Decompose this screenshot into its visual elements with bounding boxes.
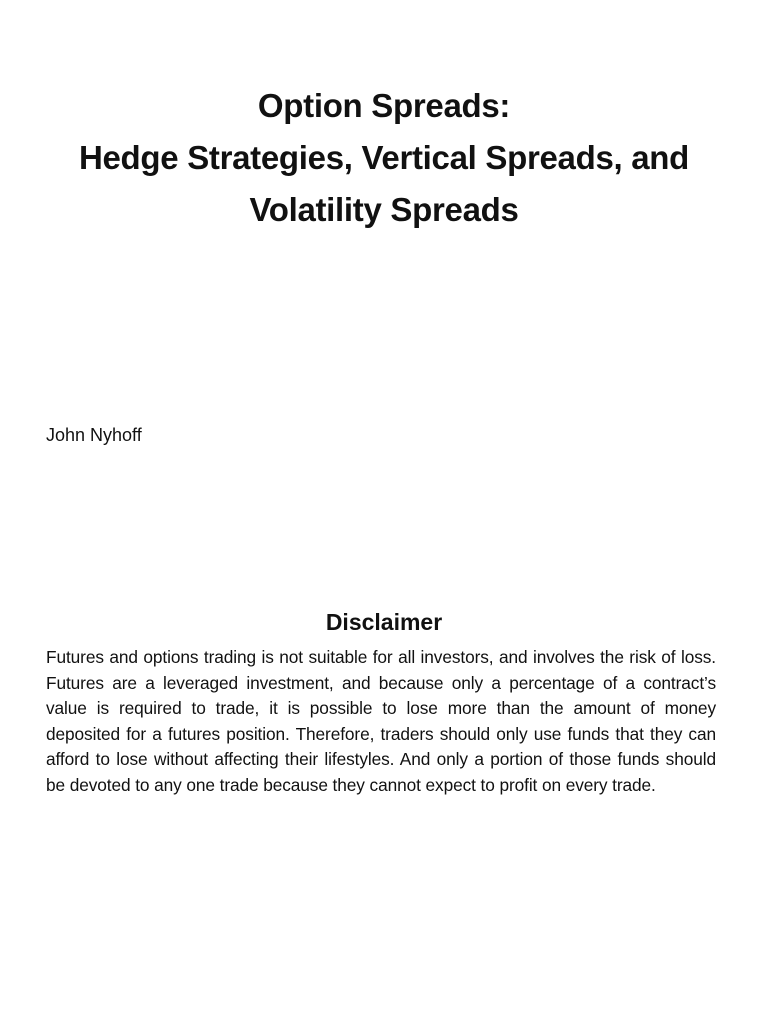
document-title	[0, 80, 768, 236]
disclaimer-text: Futures and options trading is not suitable for all investors, and involves the risk of loss. Futures are a leveraged investment, and because only a percentage of a contract’s value is required to trade, it is possible to lose more than the amount of money deposited for a futures position. Therefore, traders should only use funds that they can afford to lose without affecting their lifestyles. And only a portion of those funds should be devoted to any one trade because they cannot expect to profit on every trade.	[46, 647, 716, 795]
title-line-3: Volatility Spreads	[249, 191, 519, 228]
title-line-2: Hedge Strategies, Vertical Spreads, and	[78, 139, 690, 176]
disclaimer-heading: Disclaimer	[325, 609, 443, 635]
title-line-1: Option Spreads:	[257, 87, 511, 124]
author-name: John Nyhoff	[46, 425, 142, 445]
